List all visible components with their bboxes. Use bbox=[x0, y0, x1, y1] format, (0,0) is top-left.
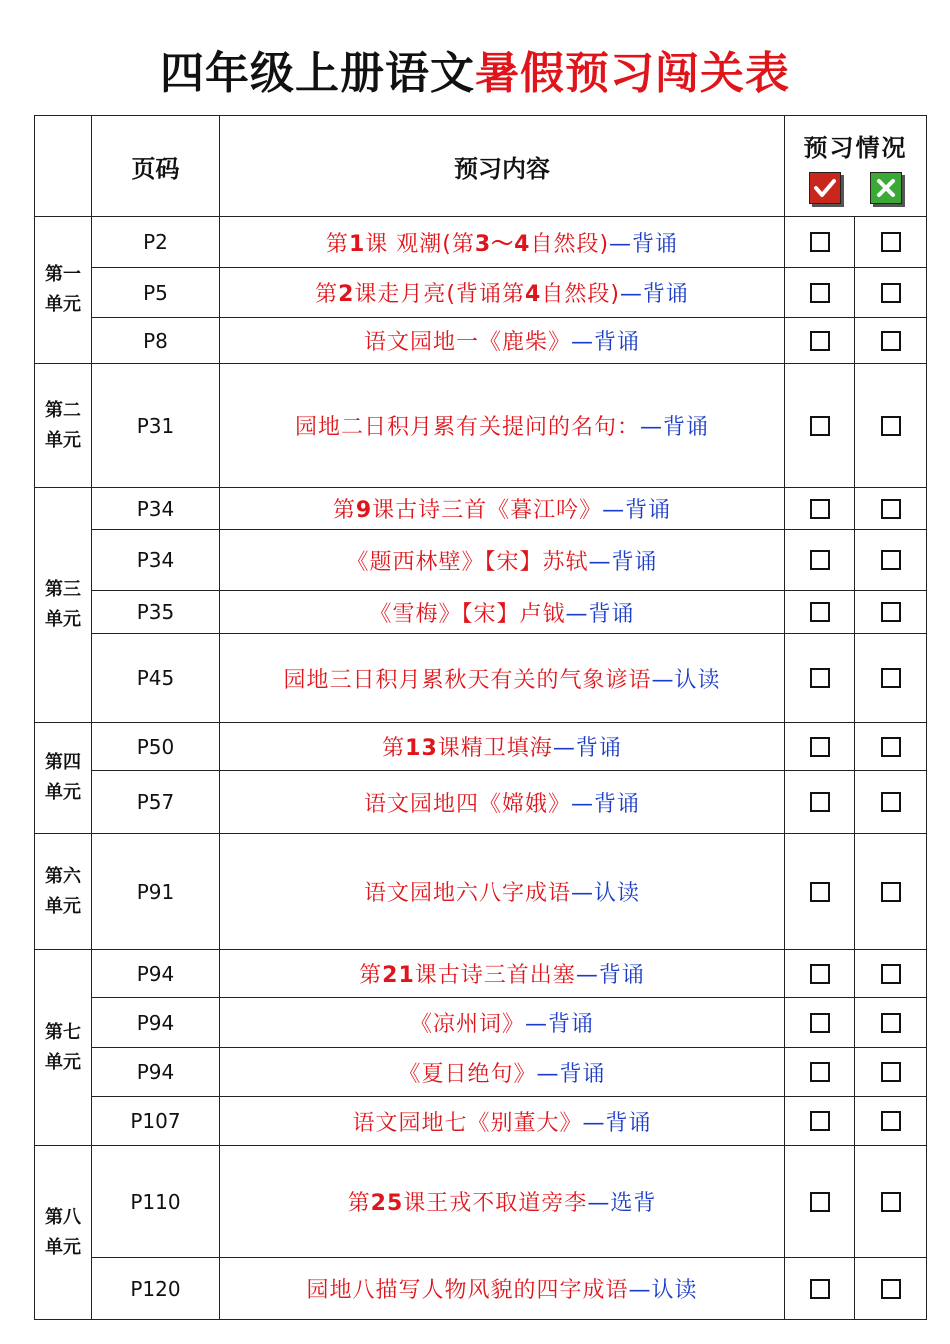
page-cell: P31 bbox=[92, 364, 220, 488]
table-row bbox=[35, 530, 927, 591]
not-done-checkbox[interactable] bbox=[881, 792, 901, 812]
table-row bbox=[35, 1097, 927, 1146]
done-checkbox[interactable] bbox=[810, 1192, 830, 1212]
header-empty bbox=[35, 116, 92, 217]
content-cell: 语文园地一《鹿柴》—背诵 bbox=[220, 318, 785, 364]
not-done-checkbox[interactable] bbox=[881, 499, 901, 519]
content-cell: 《夏日绝句》—背诵 bbox=[220, 1048, 785, 1097]
table-row bbox=[35, 634, 927, 723]
not-done-checkbox[interactable] bbox=[881, 1111, 901, 1131]
table-row bbox=[35, 723, 927, 771]
content-cell: 园地八描写人物风貌的四字成语—认读 bbox=[220, 1258, 785, 1320]
done-checkbox[interactable] bbox=[810, 964, 830, 984]
done-checkbox-cell bbox=[785, 217, 855, 268]
not-done-checkbox[interactable] bbox=[881, 331, 901, 351]
unit-label: 第八 单元 bbox=[35, 1146, 92, 1320]
content-cell: 语文园地六八字成语—认读 bbox=[220, 834, 785, 950]
content-cell: 第25课王戎不取道旁李—选背 bbox=[220, 1146, 785, 1258]
not-done-checkbox[interactable] bbox=[881, 1192, 901, 1212]
done-checkbox[interactable] bbox=[810, 283, 830, 303]
page-cell: P57 bbox=[92, 771, 220, 834]
table-row bbox=[35, 591, 927, 634]
done-checkbox[interactable] bbox=[810, 668, 830, 688]
table-row bbox=[35, 1048, 927, 1097]
unit-label: 第四 单元 bbox=[35, 723, 92, 834]
not-done-checkbox-cell bbox=[855, 217, 927, 268]
preview-table bbox=[34, 115, 927, 1320]
done-checkbox[interactable] bbox=[810, 1013, 830, 1033]
table-row bbox=[35, 1258, 927, 1320]
content-cell: 第1课 观潮(第3～4自然段)—背诵 bbox=[220, 217, 785, 268]
page-cell: P110 bbox=[92, 1146, 220, 1258]
unit-label: 第七 单元 bbox=[35, 950, 92, 1146]
not-done-checkbox[interactable] bbox=[881, 602, 901, 622]
page-cell: P91 bbox=[92, 834, 220, 950]
not-done-checkbox[interactable] bbox=[881, 283, 901, 303]
content-cell: 第21课古诗三首出塞—背诵 bbox=[220, 950, 785, 998]
page-cell: P94 bbox=[92, 1048, 220, 1097]
header-status bbox=[785, 116, 927, 217]
unit-label: 第三 单元 bbox=[35, 488, 92, 723]
content-cell: 《凉州词》—背诵 bbox=[220, 998, 785, 1048]
content-cell: 第9课古诗三首《暮江吟》—背诵 bbox=[220, 488, 785, 530]
header-row bbox=[35, 116, 927, 217]
page-cell: P94 bbox=[92, 998, 220, 1048]
page-cell: P35 bbox=[92, 591, 220, 634]
table-row bbox=[35, 771, 927, 834]
not-done-checkbox[interactable] bbox=[881, 1013, 901, 1033]
done-checkbox[interactable] bbox=[810, 602, 830, 622]
page-cell: P107 bbox=[92, 1097, 220, 1146]
page-cell: P45 bbox=[92, 634, 220, 723]
done-checkbox[interactable] bbox=[810, 737, 830, 757]
table-row bbox=[35, 268, 927, 318]
header-status-label: 预习情况 bbox=[803, 133, 908, 162]
page-cell: P94 bbox=[92, 950, 220, 998]
not-done-checkbox[interactable] bbox=[881, 737, 901, 757]
content-cell: 第2课走月亮(背诵第4自然段)—背诵 bbox=[220, 268, 785, 318]
not-done-checkbox[interactable] bbox=[881, 1279, 901, 1299]
not-done-checkbox[interactable] bbox=[881, 668, 901, 688]
page-cell: P34 bbox=[92, 488, 220, 530]
table-row bbox=[35, 364, 927, 488]
not-done-checkbox[interactable] bbox=[881, 964, 901, 984]
cross-icon bbox=[870, 172, 902, 204]
not-done-checkbox[interactable] bbox=[881, 882, 901, 902]
page-cell: P8 bbox=[92, 318, 220, 364]
header-page: 页码 bbox=[92, 116, 220, 217]
unit-label: 第六 单元 bbox=[35, 834, 92, 950]
content-cell: 第13课精卫填海—背诵 bbox=[220, 723, 785, 771]
done-checkbox[interactable] bbox=[810, 499, 830, 519]
table-row bbox=[35, 488, 927, 530]
unit-label: 第一 单元 bbox=[35, 217, 92, 364]
done-checkbox[interactable] bbox=[810, 550, 830, 570]
done-checkbox[interactable] bbox=[810, 232, 830, 252]
content-cell: 《题西林壁》【宋】苏轼—背诵 bbox=[220, 530, 785, 591]
done-checkbox[interactable] bbox=[810, 416, 830, 436]
table-row bbox=[35, 217, 927, 268]
title-red: 暑假预习闯关表 bbox=[475, 48, 790, 99]
done-checkbox[interactable] bbox=[810, 792, 830, 812]
done-checkbox[interactable] bbox=[810, 1279, 830, 1299]
content-cell: 语文园地四《嫦娥》—背诵 bbox=[220, 771, 785, 834]
header-content: 预习内容 bbox=[220, 116, 785, 217]
not-done-checkbox[interactable] bbox=[881, 416, 901, 436]
not-done-checkbox[interactable] bbox=[881, 1062, 901, 1082]
page-cell: P2 bbox=[92, 217, 220, 268]
content-cell: 《雪梅》【宋】卢钺—背诵 bbox=[220, 591, 785, 634]
title-black: 四年级上册语文 bbox=[160, 48, 475, 99]
done-checkbox[interactable] bbox=[810, 331, 830, 351]
done-checkbox[interactable] bbox=[810, 882, 830, 902]
content-cell: 园地二日积月累有关提问的名句：—背诵 bbox=[220, 364, 785, 488]
page-cell: P5 bbox=[92, 268, 220, 318]
table-row bbox=[35, 318, 927, 364]
check-icon bbox=[809, 172, 841, 204]
not-done-checkbox[interactable] bbox=[881, 550, 901, 570]
page-cell: P120 bbox=[92, 1258, 220, 1320]
done-checkbox[interactable] bbox=[810, 1062, 830, 1082]
unit-label: 第二 单元 bbox=[35, 364, 92, 488]
table-row bbox=[35, 1146, 927, 1258]
table-row bbox=[35, 950, 927, 998]
page-cell: P34 bbox=[92, 530, 220, 591]
page-cell: P50 bbox=[92, 723, 220, 771]
content-cell: 园地三日积月累秋天有关的气象谚语—认读 bbox=[220, 634, 785, 723]
not-done-checkbox[interactable] bbox=[881, 232, 901, 252]
table-row bbox=[35, 834, 927, 950]
table-row bbox=[35, 998, 927, 1048]
content-cell: 语文园地七《别董大》—背诵 bbox=[220, 1097, 785, 1146]
page-title bbox=[0, 44, 950, 104]
done-checkbox[interactable] bbox=[810, 1111, 830, 1131]
